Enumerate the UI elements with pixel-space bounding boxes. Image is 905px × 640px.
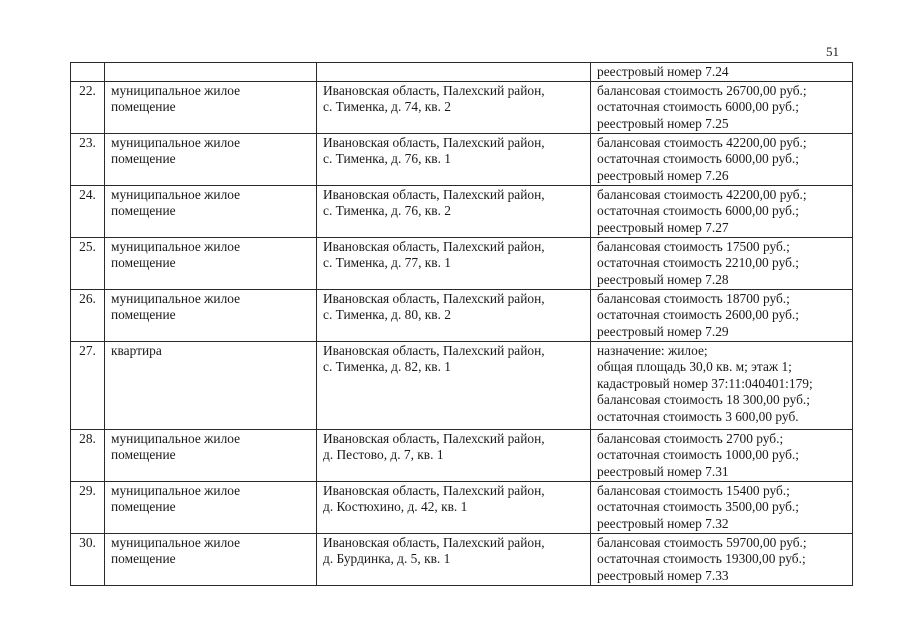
object-address [317, 185, 591, 237]
table-row-continued [71, 63, 853, 82]
object-name [105, 289, 317, 341]
object-description-line: остаточная стоимость 2210,00 руб.; [597, 255, 799, 270]
object-description-line: назначение: жилое; [597, 342, 708, 358]
object-description-line: остаточная стоимость 19300,00 руб.; [597, 551, 806, 566]
object-description [591, 81, 853, 133]
object-description [591, 237, 853, 289]
row-number: 28. [71, 429, 105, 481]
row-number: 27. [71, 341, 105, 429]
object-name [105, 237, 317, 289]
object-name-line: муниципальное жилое [111, 186, 241, 202]
object-name-line: помещение [111, 255, 176, 270]
row-number: 22. [71, 81, 105, 133]
object-description-line: реестровый номер 7.31 [597, 463, 729, 479]
object-description-line: балансовая стоимость 59700,00 руб.; [597, 534, 807, 550]
table-row [71, 341, 853, 429]
object-name [105, 429, 317, 481]
cell-description [591, 63, 853, 82]
table-row [71, 481, 853, 533]
object-description [591, 429, 853, 481]
object-description-line: балансовая стоимость 42200,00 руб.; [597, 186, 807, 202]
object-address-line: Ивановская область, Палехский район, [323, 342, 545, 358]
object-name-line: муниципальное жилое [111, 238, 241, 254]
object-name [105, 533, 317, 585]
object-address-line: Ивановская область, Палехский район, [323, 238, 545, 254]
object-name-line: помещение [111, 551, 176, 566]
table-row [71, 429, 853, 481]
table-row [71, 81, 853, 133]
object-description-line: остаточная стоимость 2600,00 руб.; [597, 307, 799, 322]
object-address [317, 533, 591, 585]
object-name-line: помещение [111, 307, 176, 322]
object-description [591, 289, 853, 341]
object-name [105, 185, 317, 237]
object-description [591, 341, 853, 429]
object-address [317, 133, 591, 185]
object-description [591, 133, 853, 185]
object-name-line: муниципальное жилое [111, 290, 241, 306]
object-name-line: помещение [111, 203, 176, 218]
row-number: 26. [71, 289, 105, 341]
object-description-line: балансовая стоимость 42200,00 руб.; [597, 134, 807, 150]
object-address [317, 237, 591, 289]
row-number: 25. [71, 237, 105, 289]
object-description-line: реестровый номер 7.33 [597, 567, 729, 583]
object-description-line: балансовая стоимость 17500 руб.; [597, 238, 790, 254]
object-description-line: остаточная стоимость 3500,00 руб.; [597, 499, 799, 514]
object-name-line: муниципальное жилое [111, 82, 241, 98]
object-address-line: с. Тименка, д. 76, кв. 1 [323, 151, 451, 166]
object-name-line: муниципальное жилое [111, 534, 241, 550]
object-address [317, 341, 591, 429]
table-row [71, 237, 853, 289]
object-description-line: реестровый номер 7.29 [597, 323, 729, 339]
object-address-line: д. Костюхино, д. 42, кв. 1 [323, 499, 468, 514]
object-name-line: помещение [111, 447, 176, 462]
object-name-line: муниципальное жилое [111, 482, 241, 498]
object-description-line: реестровый номер 7.32 [597, 515, 729, 531]
object-address-line: д. Пестово, д. 7, кв. 1 [323, 447, 444, 462]
table-row [71, 185, 853, 237]
object-description-line: балансовая стоимость 18700 руб.; [597, 290, 790, 306]
object-description-line: общая площадь 30,0 кв. м; этаж 1; [597, 359, 792, 374]
object-description-line: балансовая стоимость 18 300,00 руб.; [597, 392, 810, 407]
table-row [71, 533, 853, 585]
row-number: 29. [71, 481, 105, 533]
object-name-line: муниципальное жилое [111, 430, 241, 446]
object-address-line: д. Бурдинка, д. 5, кв. 1 [323, 551, 451, 566]
object-description-line: остаточная стоимость 1000,00 руб.; [597, 447, 799, 462]
object-description-line: остаточная стоимость 6000,00 руб.; [597, 99, 799, 114]
object-name-line: муниципальное жилое [111, 134, 241, 150]
table-row [71, 289, 853, 341]
object-description-line: остаточная стоимость 6000,00 руб.; [597, 151, 799, 166]
object-address-line: Ивановская область, Палехский район, [323, 186, 545, 202]
object-description-line: остаточная стоимость 6000,00 руб.; [597, 203, 799, 218]
object-description-line: реестровый номер 7.27 [597, 219, 729, 235]
object-description [591, 481, 853, 533]
object-address-line: Ивановская область, Палехский район, [323, 534, 545, 550]
object-address-line: Ивановская область, Палехский район, [323, 134, 545, 150]
object-address [317, 81, 591, 133]
object-name-line: помещение [111, 99, 176, 114]
object-address-line: Ивановская область, Палехский район, [323, 82, 545, 98]
object-description [591, 185, 853, 237]
object-address-line: с. Тименка, д. 82, кв. 1 [323, 359, 451, 374]
object-description-line: балансовая стоимость 2700 руб.; [597, 430, 784, 446]
object-address-line: Ивановская область, Палехский район, [323, 430, 545, 446]
object-name [105, 341, 317, 429]
property-registry-table [70, 62, 853, 586]
object-address-line: с. Тименка, д. 80, кв. 2 [323, 307, 451, 322]
object-description [591, 533, 853, 585]
object-address [317, 481, 591, 533]
object-name [105, 133, 317, 185]
row-number: 30. [71, 533, 105, 585]
page-number: 51 [826, 44, 839, 59]
object-address-line: Ивановская область, Палехский район, [323, 290, 545, 306]
object-address-line: с. Тименка, д. 74, кв. 2 [323, 99, 451, 114]
object-address-line: Ивановская область, Палехский район, [323, 482, 545, 498]
cell-name [105, 63, 317, 82]
object-name-line: помещение [111, 151, 176, 166]
table-body [71, 63, 853, 586]
object-description-line: реестровый номер 7.25 [597, 115, 729, 131]
row-number: 23. [71, 133, 105, 185]
description-line: реестровый номер 7.24 [597, 64, 729, 79]
object-description-line: балансовая стоимость 15400 руб.; [597, 482, 790, 498]
object-description-line: реестровый номер 7.28 [597, 271, 729, 287]
object-name-line: квартира [111, 342, 162, 358]
table-row [71, 133, 853, 185]
object-description-line: реестровый номер 7.26 [597, 167, 729, 183]
object-description-line: кадастровый номер 37:11:040401:179; [597, 375, 813, 391]
object-name [105, 481, 317, 533]
object-name-line: помещение [111, 499, 176, 514]
object-address [317, 429, 591, 481]
object-description-line: остаточная стоимость 3 600,00 руб. [597, 408, 799, 424]
row-number: 24. [71, 185, 105, 237]
cell-number [71, 63, 105, 82]
cell-address [317, 63, 591, 82]
object-description-line: балансовая стоимость 26700,00 руб.; [597, 82, 807, 98]
object-name [105, 81, 317, 133]
object-address-line: с. Тименка, д. 76, кв. 2 [323, 203, 451, 218]
object-address-line: с. Тименка, д. 77, кв. 1 [323, 255, 451, 270]
object-address [317, 289, 591, 341]
